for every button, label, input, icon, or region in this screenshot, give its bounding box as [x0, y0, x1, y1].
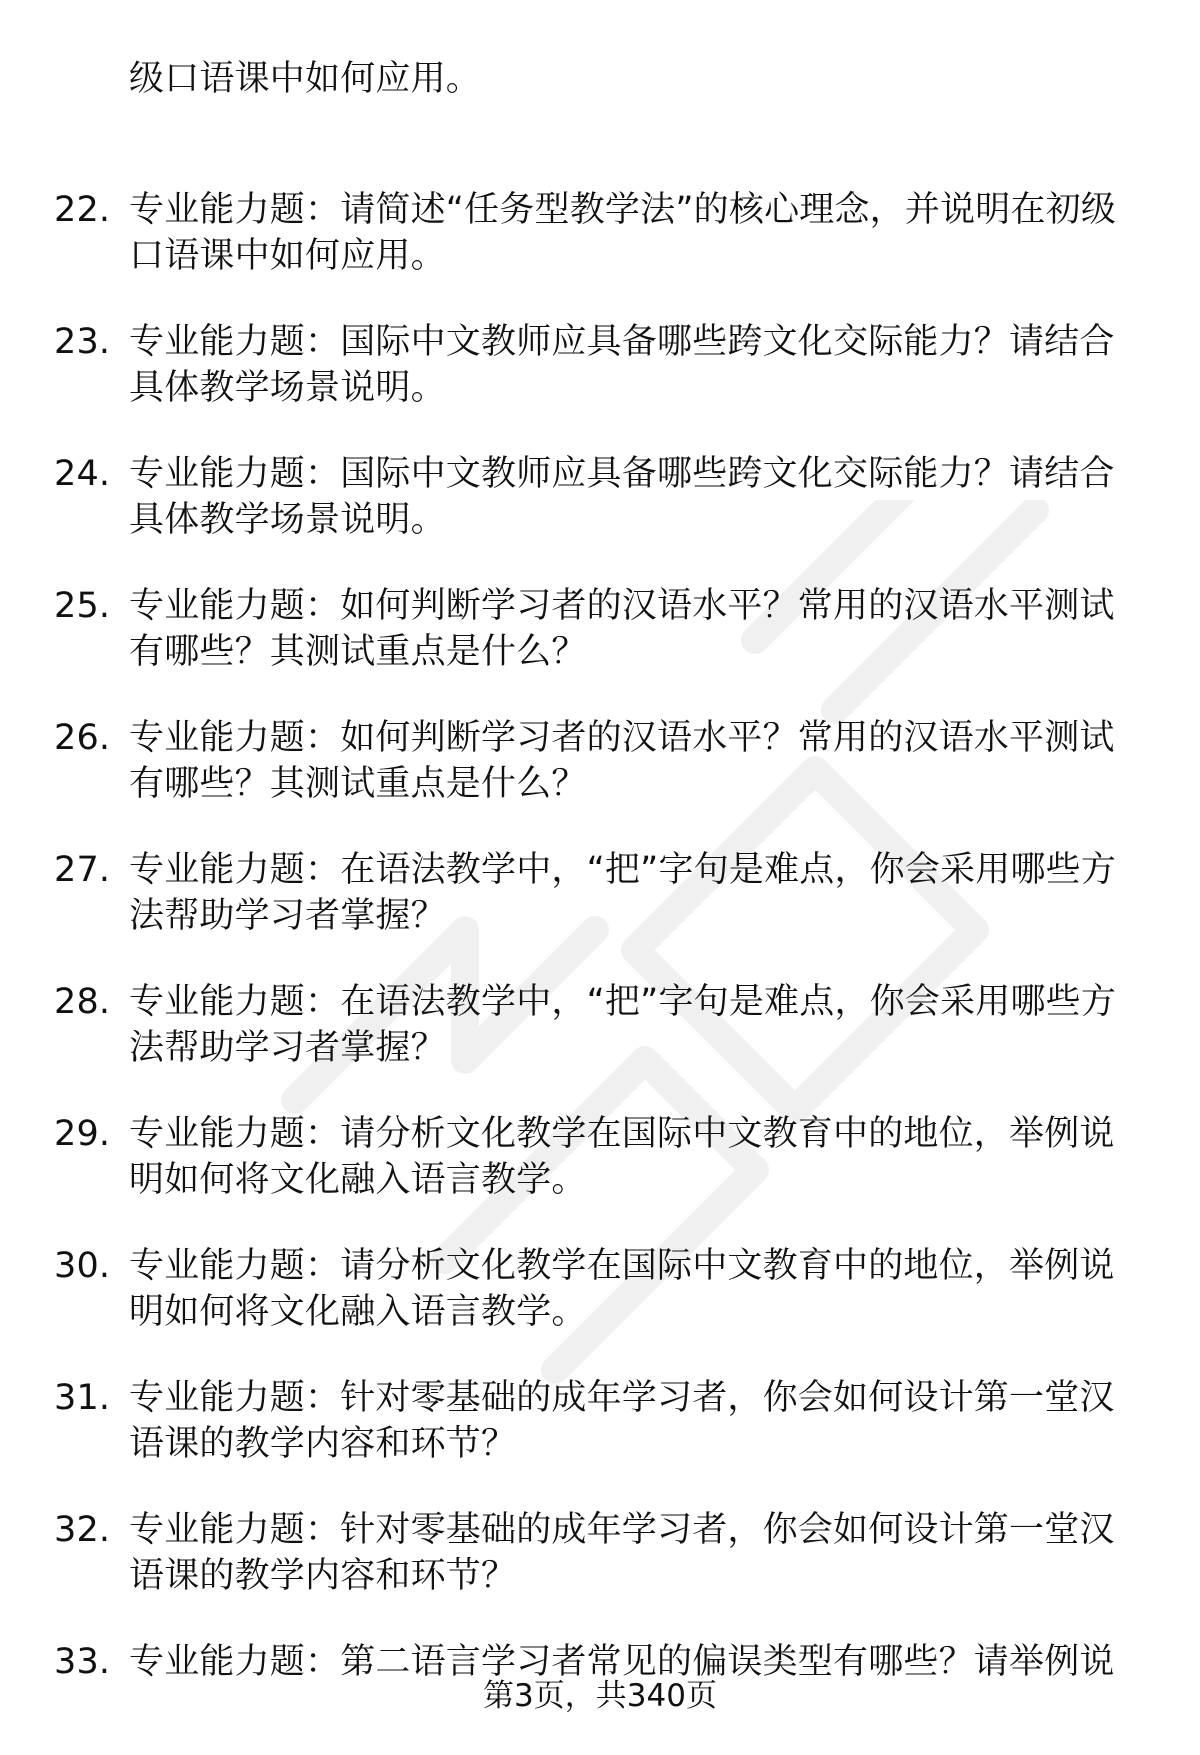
question-number: 23.: [54, 322, 111, 362]
page-footer: 第3页，共340页: [483, 1678, 717, 1714]
question-item: [54, 187, 1146, 279]
question-item: [54, 583, 1146, 675]
question-number: 24.: [54, 454, 111, 494]
question-number: 32.: [54, 1510, 111, 1550]
question-text: 专业能力题：如何判断学习者的汉语水平？常用的汉语水平测试有哪些？其测试重点是什么？: [129, 718, 1115, 804]
question-text: 专业能力题：如何判断学习者的汉语水平？常用的汉语水平测试有哪些？其测试重点是什么？: [129, 586, 1115, 672]
question-item: [54, 715, 1146, 807]
question-item: [54, 1243, 1146, 1335]
question-number: 30.: [54, 1246, 111, 1286]
question-item: [54, 847, 1146, 939]
question-text: 专业能力题：针对零基础的成年学习者，你会如何设计第一堂汉语课的教学内容和环节？: [129, 1378, 1115, 1464]
question-number: 31.: [54, 1378, 111, 1418]
question-list: [54, 187, 1146, 1685]
question-text: 专业能力题：针对零基础的成年学习者，你会如何设计第一堂汉语课的教学内容和环节？: [129, 1510, 1115, 1596]
question-item: [54, 1111, 1146, 1203]
question-text: 专业能力题：国际中文教师应具备哪些跨文化交际能力？请结合具体教学场景说明。: [129, 454, 1115, 540]
question-number: 27.: [54, 850, 111, 890]
question-number: 25.: [54, 586, 111, 626]
question-item: [54, 1375, 1146, 1467]
document-content: [54, 56, 1146, 1725]
question-number: 33.: [54, 1642, 111, 1682]
question-text: 专业能力题：请简述“任务型教学法”的核心理念，并说明在初级口语课中如何应用。: [129, 190, 1117, 276]
continued-text-line: 级口语课中如何应用。: [129, 59, 482, 99]
question-number: 28.: [54, 982, 111, 1022]
question-number: 22.: [54, 190, 111, 230]
question-item: [54, 1507, 1146, 1599]
question-text: 专业能力题：国际中文教师应具备哪些跨文化交际能力？请结合具体教学场景说明。: [129, 322, 1115, 408]
question-text: 专业能力题：在语法教学中，“把”字句是难点，你会采用哪些方法帮助学习者掌握？: [129, 850, 1117, 936]
question-text: 专业能力题：请分析文化教学在国际中文教育中的地位，举例说明如何将文化融入语言教学。: [129, 1246, 1115, 1332]
question-number: 29.: [54, 1114, 111, 1154]
question-item: [54, 979, 1146, 1071]
question-number: 26.: [54, 718, 111, 758]
question-item: [54, 319, 1146, 411]
question-text: 专业能力题：请分析文化教学在国际中文教育中的地位，举例说明如何将文化融入语言教学。: [129, 1114, 1115, 1200]
question-text: 专业能力题：第二语言学习者常见的偏误类型有哪些？请举例说: [129, 1642, 1115, 1682]
question-text: 专业能力题：在语法教学中，“把”字句是难点，你会采用哪些方法帮助学习者掌握？: [129, 982, 1117, 1068]
question-item: [54, 451, 1146, 543]
